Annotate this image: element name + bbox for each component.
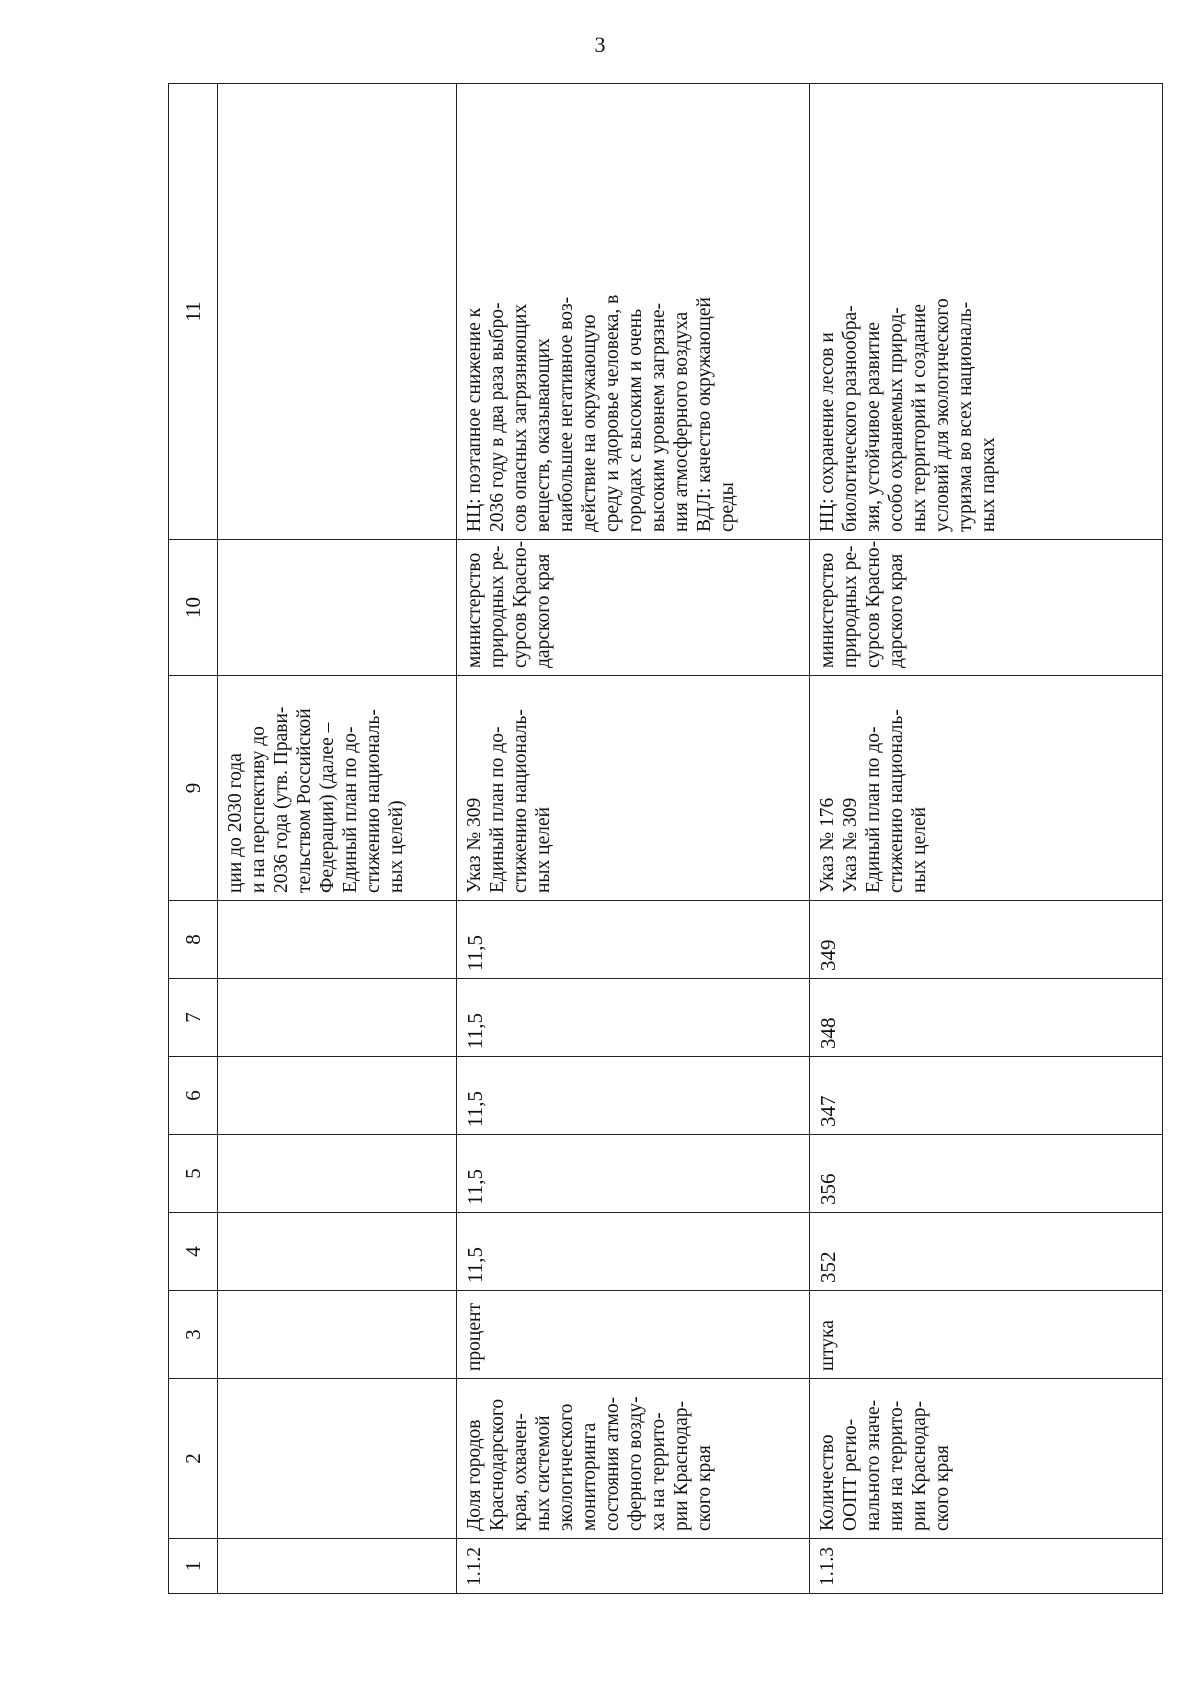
text-line: ных системой <box>533 1415 554 1531</box>
text-line: высоким уровнем загрязне- <box>648 303 669 532</box>
text-line: ных парках <box>978 437 999 532</box>
text-line: Указ № 176 <box>817 797 838 893</box>
value-cell: 349 <box>810 901 1163 979</box>
text-line: ского края <box>932 1445 953 1531</box>
indicators-table <box>168 83 1163 1594</box>
text-line: ВДЛ: качество окружающей <box>694 297 715 532</box>
text-line: ООПТ регио- <box>840 1418 861 1531</box>
value-cell: 347 <box>810 1057 1163 1135</box>
header-col-5: 5 <box>169 1135 218 1213</box>
text-line: Указ № 309 <box>464 797 485 893</box>
cell <box>218 979 457 1057</box>
value-cell: 11,5 <box>457 1057 810 1135</box>
text-line: стижению националь- <box>886 709 907 893</box>
text-line: ния на террито- <box>886 1400 907 1531</box>
text-line: сферного возду- <box>625 1396 646 1531</box>
cell <box>218 1379 457 1539</box>
row-id-cell: 1.1.3 <box>810 1539 1163 1594</box>
value-cell: 11,5 <box>457 1213 810 1291</box>
header-col-9: 9 <box>169 676 218 901</box>
header-col-7: 7 <box>169 979 218 1057</box>
text-line: и на перспективу до <box>248 726 269 893</box>
text-line: особо охраняемых природ- <box>886 307 907 532</box>
text-line: природных ре- <box>487 545 508 668</box>
text-line: Указ № 309 <box>840 797 861 893</box>
text-line: министерство <box>464 552 485 668</box>
text-line: действие на окружающую <box>579 314 600 532</box>
table-row <box>457 84 810 1594</box>
text-line: городах с высоким и очень <box>625 308 646 532</box>
cell <box>218 1539 457 1594</box>
rotated-table <box>168 84 1128 1594</box>
text-line: ния атмосферного воздуха <box>671 311 692 532</box>
header-col-1: 1 <box>169 1539 218 1594</box>
text-line: состояния атмо- <box>602 1396 623 1531</box>
text-line: 2036 году в два раза выбро- <box>487 302 508 532</box>
text-line: сурсов Красно- <box>510 540 531 668</box>
responsible-cell <box>810 540 1163 676</box>
indicator-name-cell <box>810 1379 1163 1539</box>
text-line: тельством Российской <box>294 708 315 893</box>
text-line: ха на террито- <box>648 1412 669 1531</box>
text-line: веществ, оказывающих <box>533 338 554 532</box>
cell <box>218 540 457 676</box>
text-line: стижению националь- <box>363 709 384 893</box>
text-line: ных территорий и создание <box>909 304 930 532</box>
continuation-basis-cell <box>218 676 457 901</box>
text-line: мониторинга <box>579 1422 600 1531</box>
text-line: зия, устойчивое развитие <box>863 322 884 532</box>
text-line: Федерации) (далее – <box>317 722 338 893</box>
header-col-11: 11 <box>169 84 218 540</box>
cell <box>218 1291 457 1379</box>
cell <box>218 1213 457 1291</box>
cell <box>218 1135 457 1213</box>
header-col-2: 2 <box>169 1379 218 1539</box>
basis-cell <box>457 676 810 901</box>
text-line: ции до 2030 года <box>225 753 246 893</box>
text-line: среду и здоровье человека, в <box>602 294 623 532</box>
text-line: рии Краснодар- <box>671 1400 692 1531</box>
text-line: сов опасных загрязняющих <box>510 303 531 532</box>
header-col-10: 10 <box>169 540 218 676</box>
text-line: условий для экологического <box>932 298 953 532</box>
value-cell: 348 <box>810 979 1163 1057</box>
text-line: нального значе- <box>863 1399 884 1531</box>
value-cell: 11,5 <box>457 1135 810 1213</box>
cell <box>218 901 457 979</box>
cell <box>218 1057 457 1135</box>
responsible-cell <box>457 540 810 676</box>
unit-cell: процент <box>457 1291 810 1379</box>
text-line: среды <box>717 482 738 532</box>
text-line: НЦ: сохранение лесов и <box>817 332 838 532</box>
value-cell: 352 <box>810 1213 1163 1291</box>
value-cell: 11,5 <box>457 901 810 979</box>
value-cell: 11,5 <box>457 979 810 1057</box>
header-row <box>169 84 218 1594</box>
table-container <box>168 84 1128 1594</box>
text-line: экологического <box>556 1403 577 1531</box>
text-line: стижению националь- <box>510 709 531 893</box>
header-col-3: 3 <box>169 1291 218 1379</box>
basis-cell <box>810 676 1163 901</box>
text-line: Единый план по до- <box>340 726 361 893</box>
cell <box>218 84 457 540</box>
text-line: сурсов Красно- <box>863 540 884 668</box>
text-line: Единый план по до- <box>487 726 508 893</box>
text-line: дарского края <box>533 553 554 668</box>
text-line: дарского края <box>886 553 907 668</box>
goal-cell <box>810 84 1163 540</box>
table-row-continuation <box>218 84 457 1594</box>
text-line: ных целей <box>909 806 930 893</box>
table-row <box>810 84 1163 1594</box>
value-cell: 356 <box>810 1135 1163 1213</box>
text-line: ского края <box>694 1445 715 1531</box>
goal-cell <box>457 84 810 540</box>
text-line: Доля городов <box>464 1419 485 1531</box>
text-line: ных целей <box>533 806 554 893</box>
text-line: НЦ: поэтапное снижение к <box>464 307 485 532</box>
text-line: края, охвачен- <box>510 1413 531 1531</box>
header-col-8: 8 <box>169 901 218 979</box>
text-line: туризма во всех националь- <box>955 301 976 532</box>
page-number: 3 <box>594 32 606 57</box>
text-line: 2036 года (утв. Прави- <box>271 706 292 893</box>
text-line: Единый план по до- <box>863 726 884 893</box>
text-line: природных ре- <box>840 545 861 668</box>
text-line: ных целей) <box>386 800 407 893</box>
text-line: министерство <box>817 552 838 668</box>
row-id-cell: 1.1.2 <box>457 1539 810 1594</box>
text-line: наибольшее негативное воз- <box>556 296 577 532</box>
text-line: биологического разнообра- <box>840 305 861 532</box>
indicator-name-cell <box>457 1379 810 1539</box>
header-col-4: 4 <box>169 1213 218 1291</box>
unit-cell: штука <box>810 1291 1163 1379</box>
text-line: рии Краснодар- <box>909 1400 930 1531</box>
header-col-6: 6 <box>169 1057 218 1135</box>
text-line: Количество <box>817 1434 838 1531</box>
text-line: Краснодарского <box>487 1398 508 1531</box>
